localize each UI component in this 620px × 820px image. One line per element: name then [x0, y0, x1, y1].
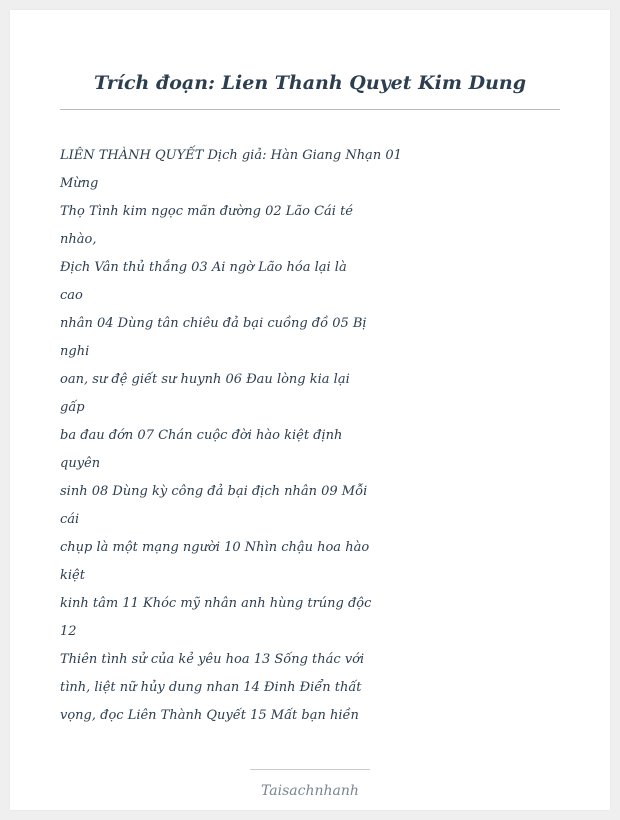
excerpt-line: Thiên tình sử của kẻ yêu hoa 13 Sống thác với: [60, 652, 365, 667]
excerpt-line: sinh 08 Dùng kỳ công đả bại địch nhân 09 Mỗi: [60, 484, 368, 499]
excerpt-line: quyên: [60, 456, 101, 471]
excerpt-line: tình, liệt nữ hủy dung nhan 14 Đinh Điển thất: [60, 680, 362, 695]
title-divider: [60, 109, 560, 110]
excerpt-line: vọng, đọc Liên Thành Quyết 15 Mất bạn hiền: [60, 708, 359, 723]
excerpt-line: cái: [60, 512, 80, 527]
excerpt-line: chụp là một mạng người 10 Nhìn chậu hoa hào: [60, 540, 370, 555]
excerpt-line: Thọ Tình kim ngọc mãn đường 02 Lão Cái té: [60, 204, 353, 219]
excerpt-line: 12: [60, 624, 77, 639]
excerpt-line: kinh tâm 11 Khóc mỹ nhân anh hùng trúng độc: [60, 596, 372, 611]
excerpt-line: oan, sư đệ giết sư huynh 06 Đau lòng kia lại: [60, 372, 350, 387]
document-title: Trích đoạn: Lien Thanh Quyet Kim Dung: [93, 72, 527, 94]
excerpt-line: Mừng: [60, 176, 99, 191]
excerpt-line: gấp: [60, 400, 85, 415]
footer-site-name: Taisachnhanh: [261, 783, 359, 799]
excerpt-line: ba đau đớn 07 Chán cuộc đời hào kiệt định: [60, 428, 343, 443]
excerpt-line: kiệt: [60, 568, 85, 583]
excerpt-line: nhào,: [60, 232, 97, 247]
excerpt-line: nhân 04 Dùng tân chiêu đả bại cuồng đồ 05 Bị: [60, 316, 367, 331]
document-page: [10, 10, 610, 810]
excerpt-line: LIÊN THÀNH QUYẾT Dịch giả: Hàn Giang Nhạn 01: [60, 148, 402, 163]
excerpt-body: [60, 142, 402, 730]
excerpt-line: nghi: [60, 344, 90, 359]
excerpt-line: Địch Vân thủ thắng 03 Ai ngờ Lão hóa lại là: [60, 260, 347, 275]
footer-divider: [250, 769, 370, 770]
excerpt-line: cao: [60, 288, 83, 303]
